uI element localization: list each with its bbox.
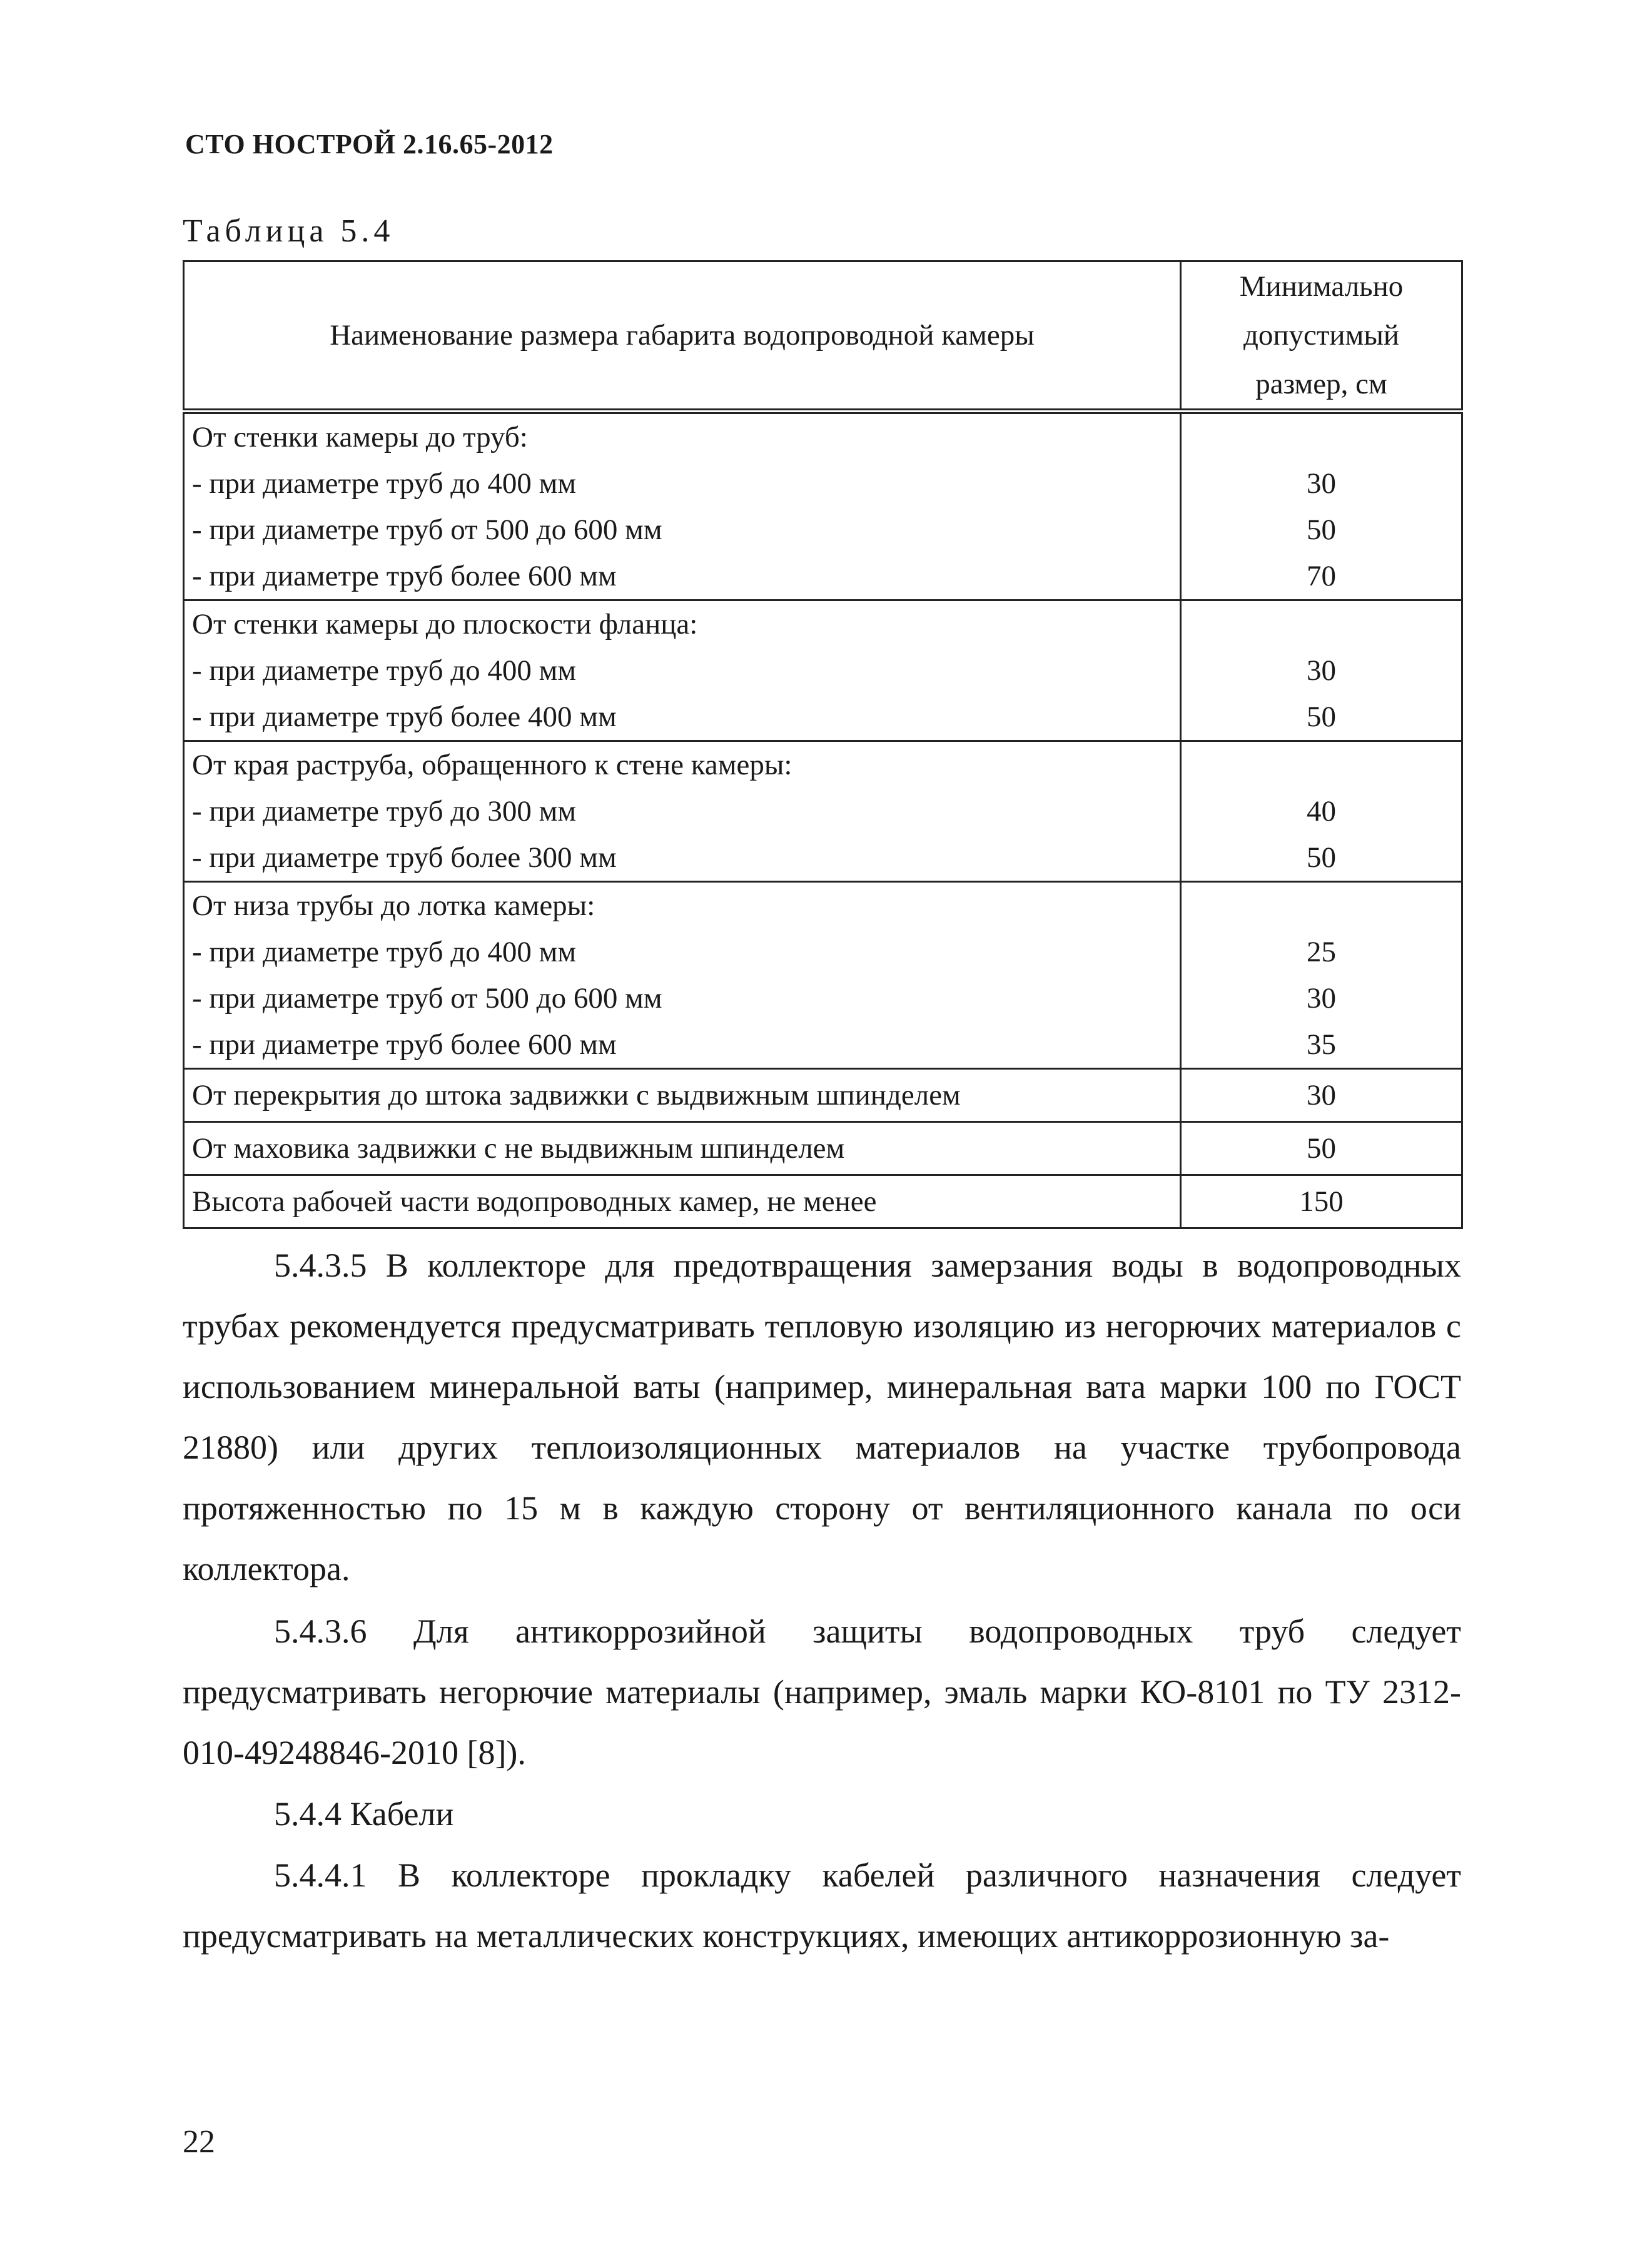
- group-title: От стенки камеры до плоскости фланца:: [192, 608, 698, 640]
- row-label: - при диаметре труб до 300 мм: [192, 795, 577, 828]
- row-label: - при диаметре труб более 400 мм: [192, 701, 617, 733]
- column-header-size-line: Минимально: [1239, 270, 1404, 303]
- row-value: 35: [1307, 1028, 1336, 1061]
- row-label: - при диаметре труб до 400 мм: [192, 936, 577, 968]
- row-label: От перекрытия до штока задвижки с выдвижным шпинделем: [184, 1069, 1181, 1122]
- group-labels: [184, 882, 1181, 1069]
- table-row-group: [184, 600, 1462, 741]
- table-row: [184, 1069, 1462, 1122]
- group-values: [1181, 741, 1462, 882]
- row-value: 30: [1307, 654, 1336, 687]
- row-label: Высота рабочей части водопроводных камер, не менее: [184, 1175, 1181, 1228]
- paragraph-5-4-3-5: 5.4.3.5 В коллекторе для предотвращения замерзания воды в водопроводных трубах рекомендуется предусматривать тепловую изоляцию из негорючих материалов с использованием минеральной ваты (например, минеральная вата марки 100 по ГОСТ 21880) или других теплоизоляционных материалов на участке трубопровода протяженностью по 15 м в каждую сторону от вентиляционного канала по оси коллектора.: [183, 1247, 1461, 1587]
- table-row: [184, 1122, 1462, 1175]
- group-labels: [184, 600, 1181, 741]
- group-values: [1181, 600, 1462, 741]
- group-values: [1181, 882, 1462, 1069]
- row-value: 50: [1307, 841, 1336, 874]
- section-heading-5-4-4: 5.4.4 Кабели: [274, 1795, 454, 1833]
- page-number: 22: [183, 2124, 215, 2160]
- row-label: - при диаметре труб до 400 мм: [192, 467, 577, 500]
- group-title: От низа трубы до лотка камеры:: [192, 889, 595, 922]
- row-value: 30: [1181, 1069, 1462, 1122]
- row-label: - при диаметре труб более 300 мм: [192, 841, 617, 874]
- column-header-size-line: допустимый: [1243, 319, 1400, 352]
- group-labels: [184, 412, 1181, 600]
- row-label: - при диаметре труб более 600 мм: [192, 1028, 617, 1061]
- table-row-group: [184, 882, 1462, 1069]
- row-value: 70: [1307, 560, 1336, 592]
- table-header-row: [184, 261, 1462, 412]
- row-value: 40: [1307, 795, 1336, 828]
- document-code-header: СТО НОСТРОЙ 2.16.65-2012: [185, 129, 554, 159]
- row-value: 30: [1307, 467, 1336, 500]
- row-label: - при диаметре труб более 600 мм: [192, 560, 617, 592]
- row-label: - при диаметре труб от 500 до 600 мм: [192, 514, 662, 546]
- row-label: - при диаметре труб до 400 мм: [192, 654, 577, 687]
- paragraph-5-4-3-6: 5.4.3.6 Для антикоррозийной защиты водопроводных труб следует предусматривать негорючие материалы (например, эмаль марки КО-8101 по ТУ 2312-010-49248846-2010 [8]).: [183, 1612, 1461, 1771]
- clearance-table: [183, 260, 1461, 1229]
- row-value: 30: [1307, 982, 1336, 1015]
- row-value: 25: [1307, 936, 1336, 968]
- group-values: [1181, 412, 1462, 600]
- paragraph-5-4-4-1: 5.4.4.1 В коллекторе прокладку кабелей различного назначения следует предусматривать на металлических конструкциях, имеющих антикоррозионную за-: [183, 1856, 1461, 1955]
- row-value: 50: [1181, 1122, 1462, 1175]
- column-header-name: Наименование размера габарита водопроводной камеры: [184, 261, 1181, 412]
- row-label: - при диаметре труб от 500 до 600 мм: [192, 982, 662, 1015]
- column-header-size: [1181, 261, 1462, 412]
- row-value: 50: [1307, 514, 1336, 546]
- row-label: От маховика задвижки с не выдвижным шпинделем: [184, 1122, 1181, 1175]
- group-labels: [184, 741, 1181, 882]
- group-title: От стенки камеры до труб:: [192, 421, 528, 453]
- table-row-group: [184, 412, 1462, 600]
- table-caption: Таблица 5.4: [183, 213, 395, 249]
- group-title: От края раструба, обращенного к стене камеры:: [192, 749, 792, 781]
- row-value: 150: [1181, 1175, 1462, 1228]
- table-row-group: [184, 741, 1462, 882]
- table-row: [184, 1175, 1462, 1228]
- column-header-size-line: размер, см: [1255, 368, 1387, 400]
- row-value: 50: [1307, 701, 1336, 733]
